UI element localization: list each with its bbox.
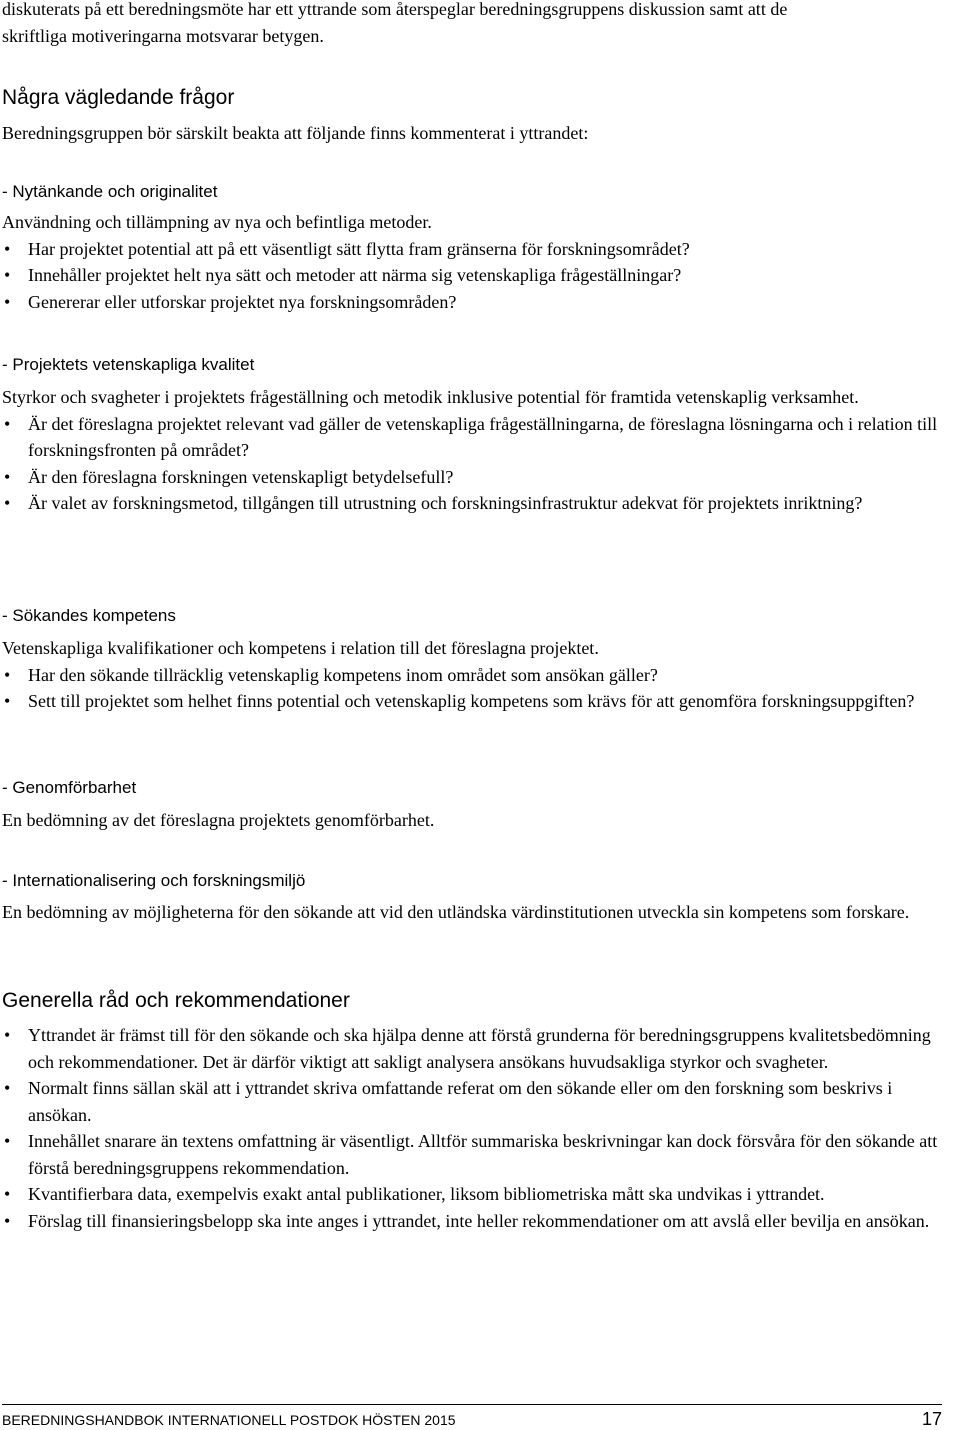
- section-text-competence: [2, 635, 954, 715]
- section-heading-internationalisation: - Internationalisering och forskningsmiljö: [2, 871, 306, 890]
- list-item: • Är valet av forskningsmetod, tillgången till utrustning och forskningsinfrastruktur adekvat för projektets inriktning?: [2, 490, 954, 517]
- section-text-quality: [2, 384, 954, 517]
- section-intro: Vetenskapliga kvalifikationer och kompetens i relation till det föreslagna projektet.: [2, 638, 599, 658]
- list-item: • Sett till projektet som helhet finns potential och vetenskaplig kompetens som krävs för att genomföra forskningsuppgiften?: [2, 688, 954, 715]
- list-item: • Har den sökande tillräcklig vetenskaplig kompetens inom området som ansökan gäller?: [2, 662, 954, 689]
- section-intro: Styrkor och svagheter i projektets frågeställning och metodik inklusive potential för framtida vetenskaplig verksamhet.: [2, 387, 859, 407]
- page-footer: [2, 1404, 942, 1429]
- list-item: • Är den föreslagna forskningen vetenskapligt betydelsefull?: [2, 464, 954, 491]
- general-advice: [2, 1022, 954, 1234]
- list-item: • Genererar eller utforskar projektet nya forskningsområden?: [2, 289, 954, 316]
- intro-line-2: skriftliga motiveringarna motsvarar betygen.: [2, 25, 324, 46]
- section-text-internationalisation: En bedömning av möjligheterna för den sökande att vid den utländska värdinstitutionen utveckla sin kompetens som forskare.: [2, 902, 910, 922]
- footer-title: BEREDNINGSHANDBOK INTERNATIONELL POSTDOK HÖSTEN 2015: [2, 1412, 456, 1428]
- guiding-text: Beredningsgruppen bör särskilt beakta att följande finns kommenterat i yttrandet:: [2, 123, 589, 143]
- list-item: • Har projektet potential att på ett väsentligt sätt flytta fram gränserna för forskningsområdet?: [2, 236, 954, 263]
- guiding-heading: Några vägledande frågor: [2, 86, 235, 109]
- bullet-list: [2, 411, 954, 517]
- list-item: • Innehållet snarare än textens omfattning är väsentligt. Alltför summariska beskrivningar kan dock försvåra för den sökande att förstå beredningsgruppens rekommendation.: [2, 1128, 954, 1181]
- section-intro: Användning och tillämpning av nya och befintliga metoder.: [2, 212, 432, 232]
- intro-line-1: diskuterats på ett beredningsmöte har ett yttrande som återspeglar beredningsgruppens diskussion samt att de: [2, 0, 788, 19]
- list-item: • Normalt finns sällan skäl att i yttrandet skriva omfattande referat om den sökande eller om den forskning som beskrivs i ansökan.: [2, 1075, 954, 1128]
- list-item: • Yttrandet är främst till för den sökande och ska hjälpa denne att förstå grunderna för beredningsgruppens kvalitetsbedömning och rekommendationer. Det är därför viktigt att sakligt analysera ansökans huvudsakliga styrkor och svagheter.: [2, 1022, 954, 1075]
- section-heading-feasibility: - Genomförbarhet: [2, 778, 137, 797]
- bullet-list: [2, 1022, 954, 1234]
- section-text-feasibility: En bedömning av det föreslagna projektets genomförbarhet.: [2, 810, 435, 830]
- list-item: • Innehåller projektet helt nya sätt och metoder att närma sig vetenskapliga frågeställningar?: [2, 262, 954, 289]
- section-heading-originality: - Nytänkande och originalitet: [2, 182, 218, 201]
- bullet-list: [2, 236, 954, 316]
- section-heading-quality: - Projektets vetenskapliga kvalitet: [2, 355, 255, 374]
- list-item: • Kvantifierbara data, exempelvis exakt antal publikationer, liksom bibliometriska mått ska undvikas i yttrandet.: [2, 1181, 954, 1208]
- bullet-list: [2, 662, 954, 715]
- list-item: • Förslag till finansieringsbelopp ska inte anges i yttrandet, inte heller rekommendationer om att avslå eller bevilja en ansökan.: [2, 1208, 954, 1235]
- section-heading-competence: - Sökandes kompetens: [2, 606, 176, 625]
- general-heading: Generella råd och rekommendationer: [2, 989, 350, 1012]
- intro-paragraph: [2, 0, 954, 49]
- section-text-originality: [2, 209, 954, 315]
- list-item: • Är det föreslagna projektet relevant vad gäller de vetenskapliga frågeställningarna, de föreslagna lösningarna och i relation till forskningsfronten på området?: [2, 411, 954, 464]
- page-number: 17: [921, 1409, 942, 1429]
